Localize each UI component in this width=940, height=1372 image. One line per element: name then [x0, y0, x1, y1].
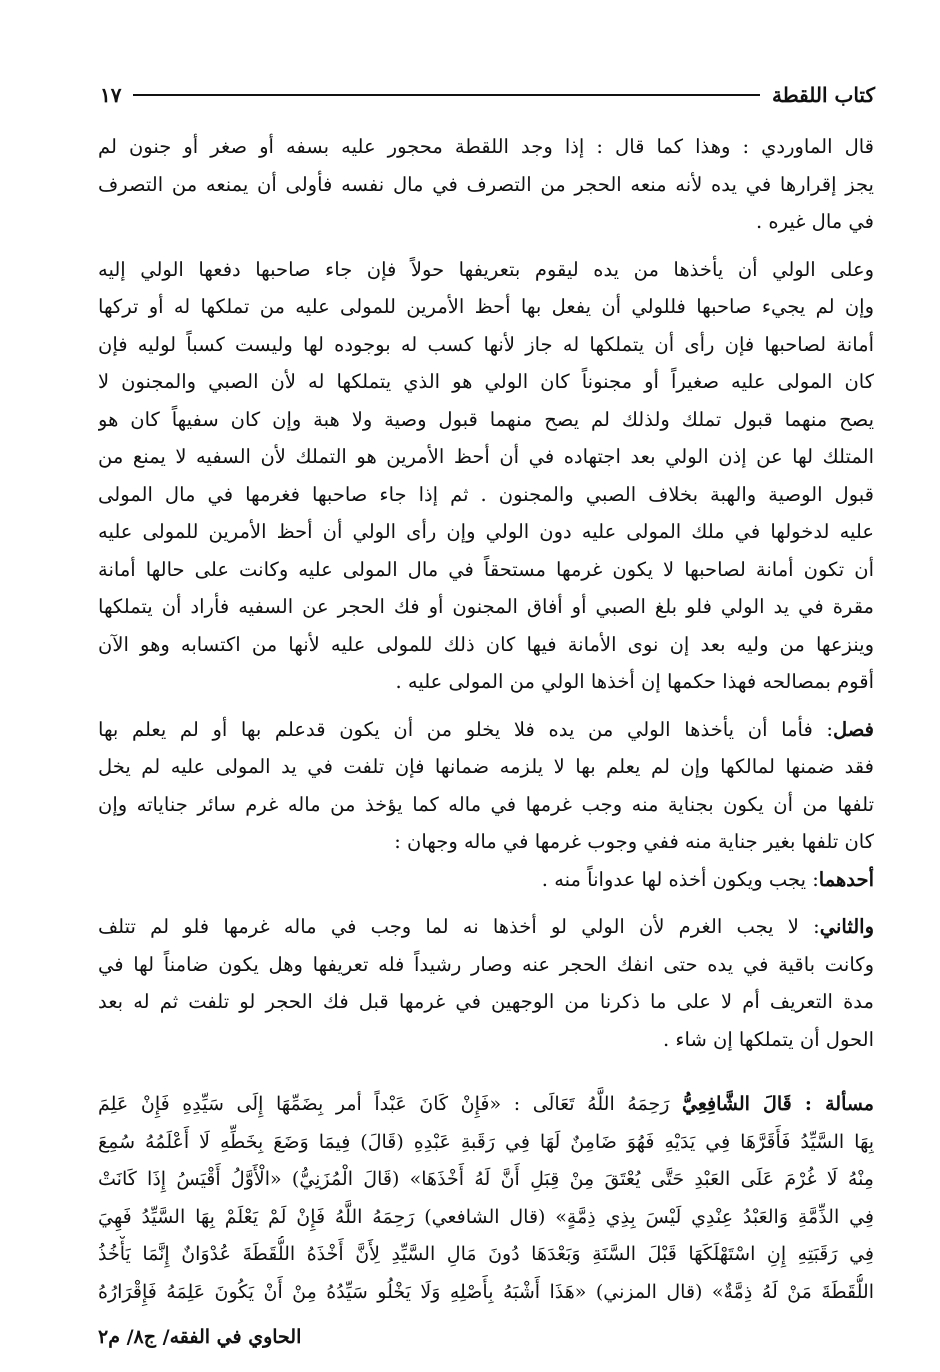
- text-line: وكانت باقية في يده حتى انفك الحجر عنه وصار رشيداً فله تعريفها وهل يكون ضامناً لها في: [98, 952, 874, 976]
- text-line: مسألة : قَالَ الشَّافِعِيُّ رَحِمَهُ اللَّهُ تَعَالَى : «فَإِنْ كَانَ عَبْداً أمر بِضَمِّهَا إِلَى سَيِّدِهِ فَإِنْ عَلِمَ: [98, 1093, 874, 1115]
- text-line: مدة التعريف أم لا على ما ذكرنا من الوجهين في غرمها قبل فك الحجر لو تلفت ثم له بعد: [98, 990, 874, 1013]
- paragraph-masala: [98, 1086, 874, 1311]
- text-line: أن تكون أمانة لصاحبها لا يكون غرمها مستحقاً في مال المولى عليه وكانت على حالها أمانة: [98, 557, 874, 581]
- text-line: قال الماوردي : وهذا كما قال : إذا وجد اللقطة محجور عليه بسفه أو صغر أو جنون لم: [98, 135, 874, 158]
- section-label: أحدهما: [818, 867, 874, 891]
- text-line: المتلك لها عن إذن الولي بعد اجتهاده في أن أحظ الأمرين هو التملك لأن السفيه لا يمنع من: [98, 445, 874, 468]
- text-line: أمانة لصاحبها فإن رأى أن يتملكها له جاز لأنها كسب له بوجوده لها وليست كسباً لوليه فإن: [98, 332, 874, 356]
- text-line: عليه لدخولها في ملك المولى عليه دون الولي وإن رأى الولي أن أحظ الأمرين للمولى عليه: [98, 520, 874, 543]
- text-line: وينزعها من وليه بعد إن نوى الأمانة فيها كان ذلك للمولى عليه لأنها من اكتسابه وهو الآن: [98, 632, 874, 656]
- page-footer: الحاوي في الفقه/ ج٨/ م٢: [98, 1326, 302, 1348]
- paragraph-fasl: [98, 711, 874, 861]
- text-line: مقرة في يد الولي فلو بلغ الصبي أو أفاق المجنون أو فك الحجر عن السفيه فأراد أن يتملكها: [98, 595, 874, 618]
- text-line: وإن لم يجيء صاحبها فللولي أن يفعل بها أحظ الأمرين للمولى عليه من تملكها له أو تركها: [98, 295, 874, 318]
- text-line: يصح منهما قبول تملك ولذلك لم يصح منهما قبول وصية ولا هبة وإن كان سفيهاً كان هو: [98, 407, 874, 431]
- section-label: فصل: [833, 717, 874, 741]
- section-label: والثاني: [819, 915, 874, 938]
- text-line: كان المولى عليه صغيراً أو مجنوناً كان الولي هو الذي يتملكها له لأن الصبي والمجنون لا: [98, 370, 874, 393]
- chapter-title: كتاب اللقطة: [772, 83, 875, 107]
- header-rule: [133, 94, 760, 96]
- text-line: مِنْهُ لَا غُرْمَ عَلَى العَبْدِ حَتَّى يُعْتَقَ مِنْ قِبَلِ أَنَّ لَهُ أَخْذَهَا» (قَالَ الْمُزَنِيُّ) «الْأَوَّلُ أَقْيَسُ إِذَا كَانَتْ: [98, 1168, 874, 1190]
- paragraph-1: [98, 128, 874, 241]
- paragraph-first: [98, 861, 874, 899]
- text-line: فقد ضمنها لمالكها وإن لم يعلم بها لا يلزمه ضمانها فإن تلفت في يد المولى عليه لم يخل: [98, 755, 874, 778]
- body-text: [98, 128, 874, 1311]
- text-line: أقوم بمصالحه فهذا حكمها إن أخذها الولي من المولى عليه .: [395, 670, 874, 693]
- page-number: ١٧: [100, 83, 122, 107]
- text-line: بِهَا السَّيِّدُ فَأَقَرَّهَا فِي يَدَيْهِ فَهُوَ ضَامِنٌ لَهَا فِي رَقَبةِ عَبْدِهِ (قَالَ) فِيمَا وَضَعَ بِخَطِّهِ لَا أَعْلَمُهُ سُمِعَ: [98, 1130, 874, 1153]
- text-line: أحدهما: يجب ويكون أخذه لها عدواناً منه .: [541, 867, 874, 891]
- page-header: [100, 78, 875, 112]
- text-line: في مال غيره .: [756, 210, 874, 233]
- text-line: كان تلفها بغير جناية منه ففي وجوب غرمها في ماله وجهان :: [394, 830, 874, 853]
- text-line: فصل: فأما أن يأخذها الولي من يده فلا يخلو من أن يكون قدعلم بها أو لم يعلم بها: [98, 717, 874, 741]
- text-line: اللُّقَطَةَ مَنْ لَهُ ذِمَّةٌ» (قال المزني) «هَذَا أَشْبَهُ بِأَصْلِهِ وَلَا يَخْلُو سَيِّدُهُ مِنْ أَنْ يَكُونَ عَلِمَهُ فَإِقْرَارُهُ: [98, 1280, 874, 1303]
- paragraph-second: [98, 908, 874, 1058]
- text-line: فِي رَقَبَتِهِ إِنِ اسْتَهْلَكَهَا قَبْلَ السَّنَةِ وَبَعْدَهَا دُونَ مَالِ السَّيِّدِ لِأَنَّ أَخْذَهُ اللُّقَطَةَ عُدْوَانٌ إِنَّمَا يَأْخُذُ: [98, 1243, 874, 1265]
- text-line: والثاني: لا يجب الغرم لأن الولي لو أخذها نه لما وجب في ماله غرمها فلو لم تتلف: [98, 915, 874, 938]
- section-label: مسألة : قَالَ الشَّافِعِيُّ: [682, 1093, 874, 1115]
- text-line: وعلى الولي أن يأخذها من يده ليقوم بتعريفها حولاً فإن جاء صاحبها دفعها الولي إليه: [98, 257, 874, 281]
- paragraph-2: [98, 251, 874, 701]
- text-line: فِي الذِّمَّةِ وَالعَبْدُ عِنْدِي لَيْسَ بِذِي ذِمَّةٍ» (قال الشافعي) رَحِمَهُ اللَّهُ فَإِنْ لَمْ يَعْلَمْ بِهَا السَّيِّدُ فَهِيَ: [98, 1205, 874, 1228]
- text-line: تلفها من أن يكون بجناية منه وجب غرمها في ماله كما يؤخذ من ماله غرم سائر جناياته وإن: [98, 792, 874, 816]
- text-line: الحول أن يتملكها إن شاء .: [662, 1027, 874, 1051]
- text-line: قبول الوصية والهبة بخلاف الصبي والمجنون . ثم إذا جاء صاحبها فغرمها في مال المولى: [98, 482, 874, 506]
- text-line: يجز إقرارها في يده لأنه منعه الحجر من التصرف في مال نفسه فأولى أن يمنعه من التصرف: [98, 172, 874, 196]
